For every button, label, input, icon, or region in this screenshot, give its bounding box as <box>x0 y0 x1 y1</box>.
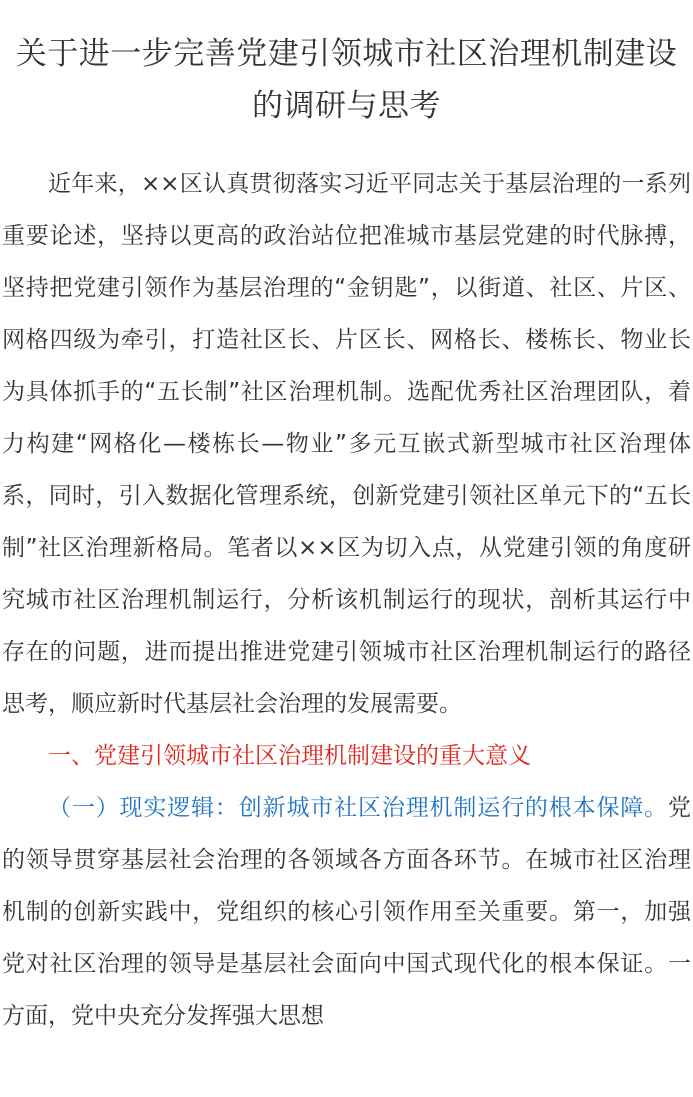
subsection-heading: （一）现实逻辑：创新城市社区治理机制运行的根本保障。 <box>48 795 668 821</box>
subsection-paragraph <box>2 782 691 1042</box>
intro-paragraph: 近年来，××区认真贯彻落实习近平同志关于基层治理的一系列重要论述，坚持以更高的政治站位把准城市基层党建的时代脉搏，坚持把党建引领作为基层治理的“金钥匙”，以街道、社区、片区、网格四级为牵引，打造社区长、片区长、网格长、楼栋长、物业长为具体抓手的“五长制”社区治理机制。选配优秀社区治理团队，着力构建“网格化—楼栋长—物业”多元互嵌式新型城市社区治理体系，同时，引入数据化管理系统，创新党建引领社区单元下的“五长制”社区治理新格局。笔者以××区为切入点，从党建引领的角度研究城市社区治理机制运行，分析该机制运行的现状，剖析其运行中存在的问题，进而提出推进党建引领城市社区治理机制运行的路径思考，顺应新时代基层社会治理的发展需要。 <box>2 171 691 717</box>
section-heading: 一、党建引领城市社区治理机制建设的重大意义 <box>48 743 531 769</box>
subsection-body: 党的领导贯穿基层社会治理的各领域各方面各环节。在城市社区治理机制的创新实践中，党组织的核心引领作用至关重要。第一，加强党对社区治理的领导是基层社会面向中国式现代化的根本保证。一方面，党中央充分发挥强大思想 <box>2 795 691 1029</box>
article-title: 关于进一步完善党建引领城市社区治理机制建设的调研与思考 <box>15 36 678 124</box>
